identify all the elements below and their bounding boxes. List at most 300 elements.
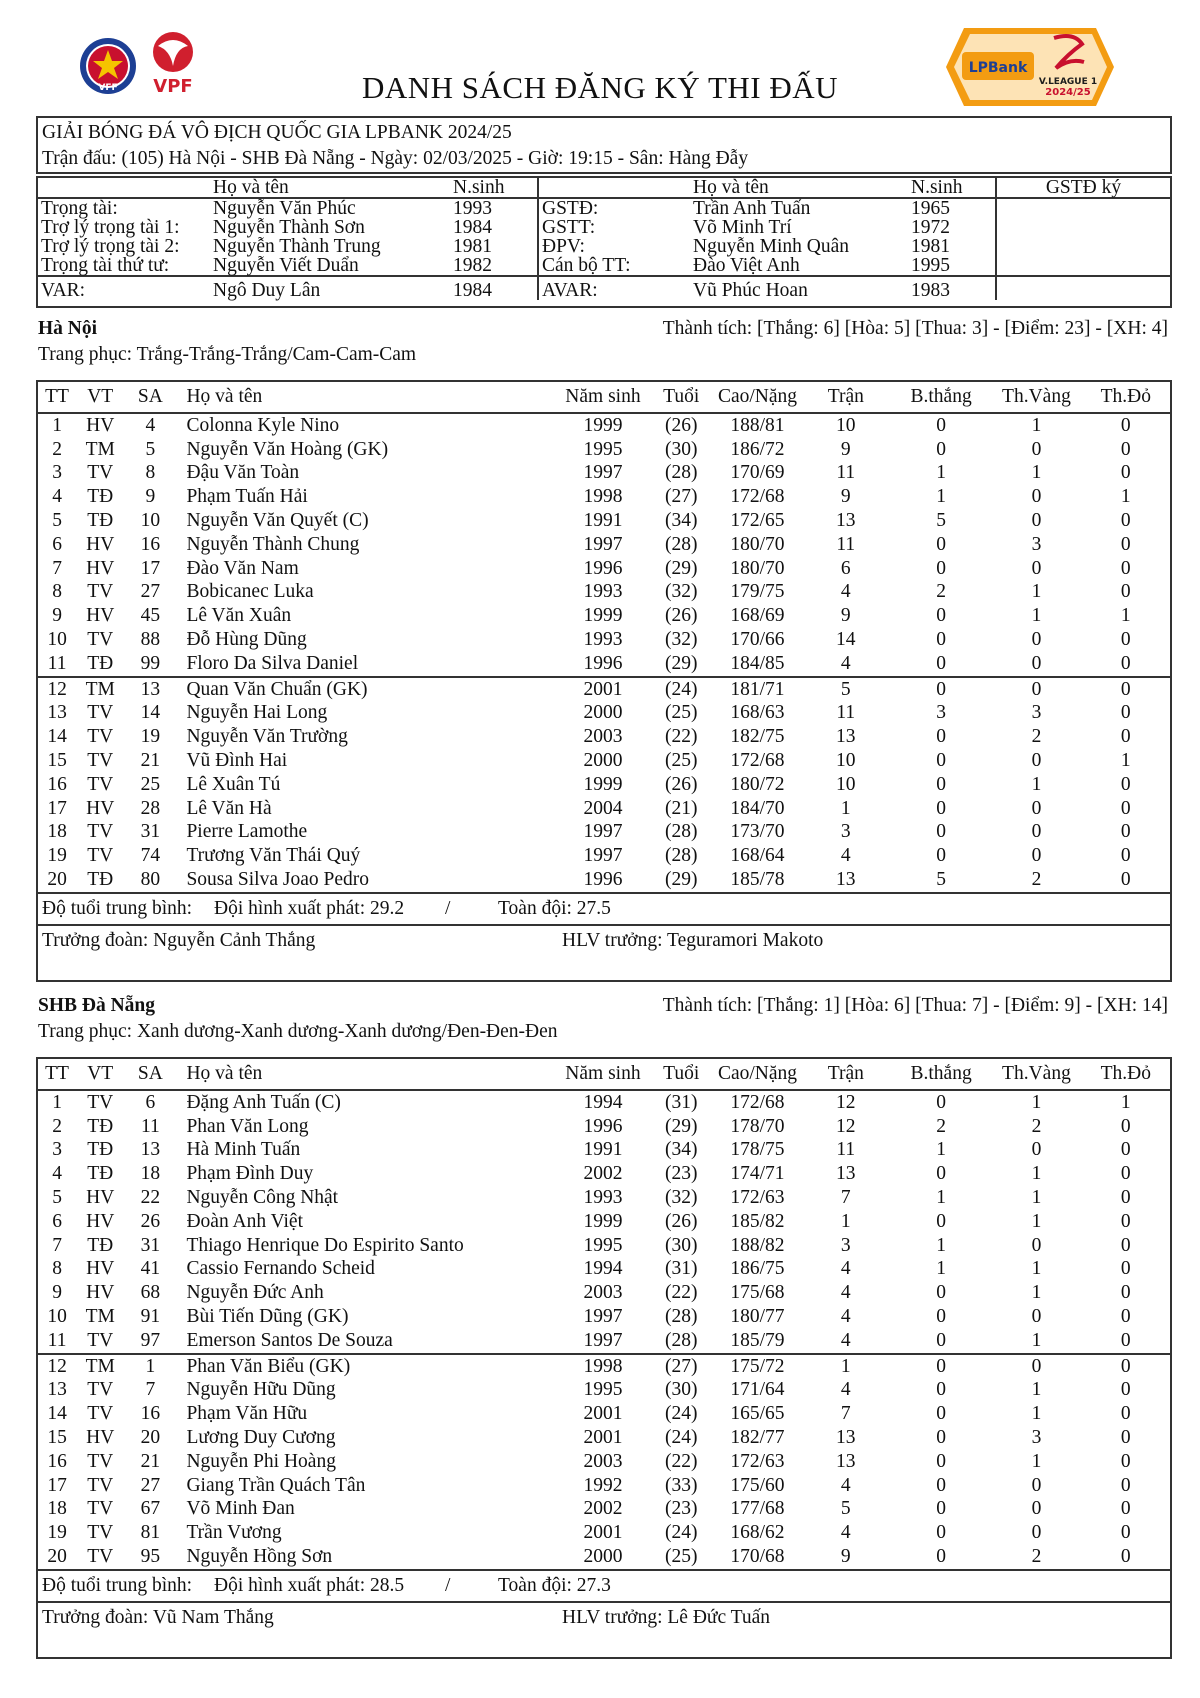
cell-yellow-cards: 0 (1031, 486, 1042, 508)
cell-number: 17 (47, 1474, 67, 1496)
cell-red-cards: 0 (1120, 726, 1131, 748)
cell-goals: 0 (936, 414, 946, 436)
cell-goals: 0 (936, 821, 946, 843)
var-role: VAR: (41, 280, 86, 301)
cell-red-cards: 0 (1120, 797, 1131, 819)
cell-matches: 1 (840, 797, 851, 819)
cell-position: TV (87, 1329, 114, 1351)
cell-number: 9 (52, 605, 62, 627)
cell-red-cards: 0 (1120, 438, 1131, 460)
cell-number: 1 (52, 414, 62, 436)
official-birth: 1981 (450, 237, 538, 256)
cell-shirt-number: 6 (145, 1091, 156, 1113)
cell-matches: 4 (840, 1329, 851, 1351)
cell-number: 2 (52, 1115, 62, 1137)
cell-goals: 0 (936, 1306, 946, 1328)
team-staff-row (36, 926, 1172, 982)
cell-goals: 0 (936, 750, 946, 772)
cell-goals: 0 (936, 1329, 946, 1351)
cell-red-cards: 0 (1120, 581, 1131, 603)
cell-goals: 0 (891, 1354, 991, 1379)
table-row (38, 1234, 1170, 1258)
cell-age: (27) (664, 486, 698, 508)
cell-yellow-cards: 2 (1031, 1115, 1042, 1137)
cell-matches: 14 (836, 629, 856, 651)
cell-number: 12 (38, 677, 76, 702)
cell-player-name: Đặng Anh Tuấn (C) (186, 1091, 341, 1113)
officials-col-name: Họ và tên (213, 177, 289, 198)
cell-birth-year: 1999 (583, 1210, 623, 1232)
cell-birth-year: 1999 (583, 605, 623, 627)
cell-red-cards: 0 (1120, 1427, 1131, 1449)
column-header-matches: Trận (827, 1063, 864, 1084)
cell-position: TM (76, 1354, 124, 1379)
cell-age: (24) (648, 677, 714, 702)
cell-goals: 3 (936, 702, 946, 724)
cell-yellow-cards: 1 (1031, 462, 1042, 484)
cell-matches: 5 (801, 677, 891, 702)
svg-text:VPF: VPF (153, 76, 193, 97)
team-kit: Trang phục: Trắng-Trắng-Trắng/Cam-Cam-Cam (38, 344, 417, 365)
cell-yellow-cards: 0 (1031, 1234, 1042, 1256)
cell-position: TV (87, 773, 114, 795)
cell-matches: 4 (840, 581, 851, 603)
cell-position: HV (86, 557, 115, 579)
cell-height-weight: 168/62 (730, 1522, 785, 1544)
cell-goals: 1 (936, 1258, 946, 1280)
cell-birth-year: 1993 (583, 1187, 623, 1209)
column-header-player-name: Họ và tên (186, 1063, 263, 1084)
cell-red-cards: 0 (1120, 1379, 1131, 1401)
cell-birth-year: 1998 (583, 486, 623, 508)
cell-height-weight: 185/79 (730, 1329, 785, 1351)
cell-number: 20 (47, 869, 67, 891)
official-name: Võ Minh Trí (693, 217, 792, 238)
cell-red-cards: 0 (1120, 845, 1131, 867)
cell-red-cards: 0 (1120, 1450, 1131, 1472)
table-row (38, 1402, 1170, 1426)
cell-red-cards: 1 (1120, 750, 1131, 772)
cell-player-name: Nguyễn Hai Long (186, 702, 328, 724)
official-name: Nguyễn Viết Duẩn (213, 255, 359, 276)
table-row (38, 413, 1170, 438)
cell-position: TV (87, 726, 114, 748)
table-row (38, 725, 1170, 749)
cell-number: 8 (52, 1258, 62, 1280)
cell-height-weight: 180/70 (730, 533, 785, 555)
cell-player-name: Đỗ Hùng Dũng (186, 629, 307, 651)
cell-goals: 1 (936, 486, 946, 508)
table-row (38, 557, 1170, 581)
cell-shirt-number: 13 (140, 1139, 161, 1161)
cell-position: TM (85, 1306, 115, 1328)
cell-shirt-number: 95 (140, 1546, 161, 1568)
cell-shirt-number: 27 (140, 1474, 161, 1496)
cell-height-weight: 185/78 (730, 869, 785, 891)
cell-goals: 0 (936, 533, 946, 555)
cell-number: 13 (47, 702, 67, 724)
cell-birth-year: 1994 (583, 1091, 623, 1113)
cell-player-name: Lương Duy Cương (186, 1427, 336, 1449)
team-section-home (36, 316, 1172, 982)
cell-shirt-number: 68 (140, 1282, 161, 1304)
cell-player-name: Phạm Văn Hữu (186, 1403, 308, 1425)
cell-number: 15 (47, 750, 67, 772)
column-header-goals: B.thắng (910, 386, 972, 407)
cell-shirt-number: 21 (140, 750, 161, 772)
cell-yellow-cards: 0 (1031, 1498, 1042, 1520)
cell-yellow-cards: 2 (1031, 726, 1042, 748)
officials-col-birth-2: N.sinh (911, 177, 963, 198)
column-header-birth-year: Năm sinh (565, 386, 641, 407)
cell-birth-year: 1996 (583, 869, 623, 891)
cell-position: TV (87, 1474, 114, 1496)
cell-red-cards: 1 (1120, 486, 1131, 508)
svg-text:VFF: VFF (98, 83, 118, 93)
cell-shirt-number: 31 (140, 1234, 161, 1256)
cell-birth-year: 1996 (583, 557, 623, 579)
cell-shirt-number: 31 (140, 821, 161, 843)
var-birth: 1984 (450, 276, 538, 300)
cell-shirt-number: 22 (140, 1187, 161, 1209)
cell-height-weight: 172/68 (730, 1091, 785, 1113)
cell-goals: 0 (936, 1091, 946, 1113)
official-name: Đào Việt Anh (693, 255, 800, 276)
cell-player-name: Nguyễn Văn Hoàng (GK) (186, 438, 389, 460)
cell-yellow-cards: 2 (1031, 869, 1042, 891)
table-row (38, 797, 1170, 821)
cell-birth-year: 2003 (583, 1450, 623, 1472)
cell-red-cards: 0 (1120, 1474, 1131, 1496)
cell-red-cards: 0 (1120, 773, 1131, 795)
cell-player-name: Nguyễn Văn Trường (186, 726, 348, 748)
cell-yellow-cards: 1 (1031, 1210, 1042, 1232)
cell-age: (22) (664, 726, 698, 748)
officials-col-name-2: Họ và tên (693, 177, 769, 198)
cell-player-name: Võ Minh Đan (186, 1498, 295, 1520)
cell-matches: 3 (840, 821, 851, 843)
cell-red-cards: 0 (1120, 1115, 1131, 1137)
avar-name: Vũ Phúc Hoan (693, 280, 808, 301)
official-birth: 1981 (911, 236, 950, 257)
cell-yellow-cards: 0 (1031, 629, 1042, 651)
var-name: Ngô Duy Lân (213, 280, 321, 301)
cell-matches: 11 (836, 702, 856, 724)
cell-birth-year: 1998 (558, 1354, 648, 1379)
cell-goals: 0 (936, 652, 946, 674)
team-record: Thành tích: [Thắng: 6] [Hòa: 5] [Thua: 3] - [Điểm: 23] - [XH: 4] (662, 318, 1168, 339)
table-row (38, 533, 1170, 557)
cell-number: 16 (47, 773, 67, 795)
cell-red-cards: 0 (1120, 1522, 1131, 1544)
vpf-logo (153, 32, 193, 97)
cell-position: TĐ (87, 869, 114, 891)
cell-position: TĐ (87, 1163, 114, 1185)
cell-position: TV (87, 629, 114, 651)
cell-shirt-number: 18 (140, 1163, 161, 1185)
cell-matches: 13 (836, 869, 856, 891)
cell-height-weight: 172/65 (730, 510, 785, 532)
cell-height-weight: 179/75 (730, 581, 785, 603)
cell-number: 7 (52, 1234, 62, 1256)
table-row (38, 1329, 1170, 1354)
official-role: Trợ lý trọng tài 2: (41, 236, 180, 257)
cell-position: TV (87, 1546, 114, 1568)
cell-player-name: Lê Văn Hà (186, 797, 272, 819)
cell-shirt-number: 67 (140, 1498, 161, 1520)
cell-height-weight: 178/75 (730, 1139, 785, 1161)
cell-red-cards: 0 (1120, 1546, 1131, 1568)
column-header-yellow-cards: Th.Vàng (1002, 386, 1071, 407)
cell-yellow-cards: 0 (991, 677, 1081, 702)
cell-shirt-number: 16 (140, 533, 161, 555)
cell-goals: 0 (936, 1282, 946, 1304)
cell-matches: 4 (840, 1474, 851, 1496)
cell-red-cards: 0 (1120, 652, 1131, 674)
cell-goals: 1 (936, 1234, 946, 1256)
table-row (38, 1450, 1170, 1474)
table-row (38, 485, 1170, 509)
cell-height-weight: 172/63 (730, 1187, 785, 1209)
cell-height-weight: 180/70 (730, 557, 785, 579)
cell-height-weight: 185/82 (730, 1210, 785, 1232)
cell-age: (32) (664, 629, 698, 651)
cell-birth-year: 1992 (583, 1474, 623, 1496)
cell-goals: 0 (936, 1427, 946, 1449)
cell-matches: 10 (836, 414, 856, 436)
cell-shirt-number: 91 (140, 1306, 161, 1328)
cell-position: TĐ (87, 1115, 114, 1137)
team-leader: Trưởng đoàn: Nguyễn Cảnh Thắng (42, 929, 316, 951)
cell-height-weight: 165/65 (730, 1403, 785, 1425)
cell-matches: 6 (840, 557, 851, 579)
average-age-row (36, 894, 1172, 926)
cell-age: (24) (664, 1427, 698, 1449)
cell-birth-year: 2000 (583, 750, 623, 772)
cell-number: 6 (52, 533, 62, 555)
cell-matches: 9 (840, 438, 851, 460)
average-age-team: Toàn đội: 27.3 (498, 1574, 611, 1596)
column-header-red-cards: Th.Đỏ (1100, 386, 1151, 407)
cell-age: (28) (664, 1329, 698, 1351)
cell-red-cards: 0 (1082, 1354, 1170, 1379)
column-header-player-name: Họ và tên (186, 386, 263, 407)
cell-red-cards: 0 (1120, 1403, 1131, 1425)
federation-logos (78, 26, 218, 106)
cell-matches: 10 (836, 773, 856, 795)
cell-shirt-number: 19 (140, 726, 161, 748)
cell-height-weight: 174/71 (730, 1163, 785, 1185)
cell-player-name: Đào Văn Nam (186, 557, 299, 579)
official-name: Trần Anh Tuấn (693, 198, 811, 219)
cell-height-weight: 175/68 (730, 1282, 785, 1304)
cell-height-weight: 170/66 (730, 629, 785, 651)
column-header-height-weight: Cao/Nặng (717, 1063, 798, 1084)
cell-goals: 1 (936, 462, 946, 484)
table-row (38, 1186, 1170, 1210)
cell-goals: 0 (936, 845, 946, 867)
cell-matches: 13 (836, 1163, 856, 1185)
table-row (38, 1521, 1170, 1545)
cell-height-weight: 171/64 (730, 1379, 785, 1401)
cell-position: HV (86, 1258, 115, 1280)
cell-yellow-cards: 1 (1031, 605, 1042, 627)
cell-height-weight: 180/72 (730, 773, 785, 795)
cell-age: (26) (664, 414, 698, 436)
cell-red-cards: 0 (1120, 1329, 1131, 1351)
average-age-label: Độ tuổi trung bình: (42, 897, 193, 919)
cell-age: (34) (664, 1139, 698, 1161)
cell-number: 3 (52, 462, 62, 484)
official-role: ĐPV: (542, 236, 585, 257)
cell-number: 5 (52, 510, 62, 532)
cell-yellow-cards: 0 (1031, 845, 1042, 867)
cell-number: 14 (47, 726, 67, 748)
cell-player-name: Giang Trần Quách Tân (186, 1474, 366, 1496)
cell-height-weight: 188/82 (730, 1234, 785, 1256)
official-role: GSTT: (542, 217, 596, 238)
cell-player-name: Vũ Đình Hai (186, 750, 288, 772)
cell-position: HV (86, 1210, 115, 1232)
cell-red-cards: 0 (1120, 1187, 1131, 1209)
cell-red-cards: 0 (1120, 821, 1131, 843)
cell-age: (24) (664, 1522, 698, 1544)
cell-red-cards: 0 (1120, 414, 1131, 436)
cell-number: 4 (52, 486, 62, 508)
cell-player-name: Phan Văn Long (186, 1115, 309, 1137)
cell-shirt-number: 99 (140, 652, 161, 674)
average-age-row (36, 1571, 1172, 1603)
cell-birth-year: 1997 (583, 845, 623, 867)
cell-number: 14 (47, 1403, 67, 1425)
official-birth: 1984 (450, 218, 538, 237)
cell-player-name: Nguyễn Công Nhật (186, 1187, 339, 1209)
official-birth: 1995 (911, 255, 950, 276)
cell-shirt-number: 27 (140, 581, 161, 603)
official-name: Nguyễn Thành Trung (213, 236, 381, 257)
cell-height-weight: 182/75 (730, 726, 785, 748)
table-row (38, 1281, 1170, 1305)
average-age-separator: / (445, 897, 451, 919)
cell-goals: 0 (936, 1163, 946, 1185)
cell-birth-year: 2001 (583, 1427, 623, 1449)
table-row (38, 1379, 1170, 1403)
cell-age: (28) (664, 821, 698, 843)
team-staff-row (36, 1603, 1172, 1659)
cell-height-weight: 177/68 (730, 1498, 785, 1520)
cell-shirt-number: 41 (140, 1258, 161, 1280)
cell-position: TĐ (87, 486, 114, 508)
cell-birth-year: 1997 (583, 1329, 623, 1351)
cell-yellow-cards: 0 (1031, 557, 1042, 579)
official-role: GSTĐ: (542, 198, 599, 219)
cell-shirt-number: 1 (124, 1354, 176, 1379)
cell-position: TV (87, 702, 114, 724)
cell-position: TM (85, 438, 115, 460)
cell-number: 11 (47, 1329, 67, 1351)
cell-player-name: Emerson Santos De Souza (186, 1329, 393, 1351)
table-row (38, 821, 1170, 845)
cell-shirt-number: 80 (140, 869, 161, 891)
cell-shirt-number: 4 (145, 414, 156, 436)
cell-number: 10 (47, 1306, 67, 1328)
cell-goals: 5 (936, 869, 946, 891)
cell-yellow-cards: 0 (1031, 1474, 1042, 1496)
official-name: Nguyễn Minh Quân (693, 236, 849, 257)
table-row (38, 1090, 1170, 1115)
cell-number: 2 (52, 438, 62, 460)
table-row (38, 1115, 1170, 1139)
cell-age: (22) (664, 1282, 698, 1304)
cell-player-name: Nguyễn Hữu Dũng (186, 1379, 336, 1401)
competition-name: GIẢI BÓNG ĐÁ VÔ ĐỊCH QUỐC GIA LPBANK 2024/25 (42, 122, 512, 143)
cell-shirt-number: 17 (140, 557, 161, 579)
team-header (36, 316, 1172, 342)
cell-age: (25) (664, 750, 698, 772)
official-birth: 1993 (450, 198, 538, 218)
column-header-position: VT (87, 386, 114, 407)
cell-matches: 12 (836, 1091, 856, 1113)
cell-position: TV (87, 1498, 114, 1520)
cell-goals: 0 (936, 1546, 946, 1568)
cell-position: HV (86, 1427, 115, 1449)
cell-yellow-cards: 0 (1031, 821, 1042, 843)
cell-height-weight: 180/77 (730, 1306, 785, 1328)
cell-birth-year: 2001 (583, 1403, 623, 1425)
cell-red-cards: 0 (1120, 869, 1131, 891)
cell-matches: 4 (840, 1522, 851, 1544)
cell-yellow-cards: 3 (1031, 702, 1042, 724)
cell-shirt-number: 26 (140, 1210, 161, 1232)
cell-matches: 1 (801, 1354, 891, 1379)
cell-age: (23) (664, 1498, 698, 1520)
column-header-goals: B.thắng (910, 1063, 972, 1084)
team-section-away (36, 993, 1172, 1659)
cell-yellow-cards: 2 (1031, 1546, 1042, 1568)
cell-red-cards: 0 (1120, 1234, 1131, 1256)
cell-age: (28) (664, 1306, 698, 1328)
cell-matches: 4 (840, 845, 851, 867)
cell-number: 19 (47, 845, 67, 867)
table-row (38, 868, 1170, 892)
cell-height-weight: 188/81 (730, 414, 785, 436)
cell-age: (29) (664, 557, 698, 579)
cell-goals: 2 (936, 581, 946, 603)
cell-shirt-number: 8 (145, 462, 156, 484)
cell-height-weight: 172/63 (730, 1450, 785, 1472)
avar-birth: 1983 (911, 280, 950, 301)
cell-age: (22) (664, 1450, 698, 1472)
cell-height-weight: 168/69 (730, 605, 785, 627)
cell-position: TĐ (87, 1234, 114, 1256)
cell-red-cards: 0 (1120, 1139, 1131, 1161)
cell-age: (32) (664, 1187, 698, 1209)
cell-red-cards: 0 (1120, 1163, 1131, 1185)
cell-birth-year: 1995 (583, 1234, 623, 1256)
table-row (38, 1545, 1170, 1569)
cell-red-cards: 0 (1120, 1498, 1131, 1520)
cell-red-cards: 0 (1120, 533, 1131, 555)
cell-number: 12 (38, 1354, 76, 1379)
cell-number: 8 (52, 581, 62, 603)
cell-age: (30) (664, 1234, 698, 1256)
official-role: Trợ lý trọng tài 1: (41, 217, 180, 238)
cell-matches: 10 (836, 750, 856, 772)
cell-position: HV (86, 1282, 115, 1304)
cell-number: 4 (52, 1163, 62, 1185)
cell-height-weight: 182/77 (730, 1427, 785, 1449)
cell-yellow-cards: 1 (1031, 1282, 1042, 1304)
